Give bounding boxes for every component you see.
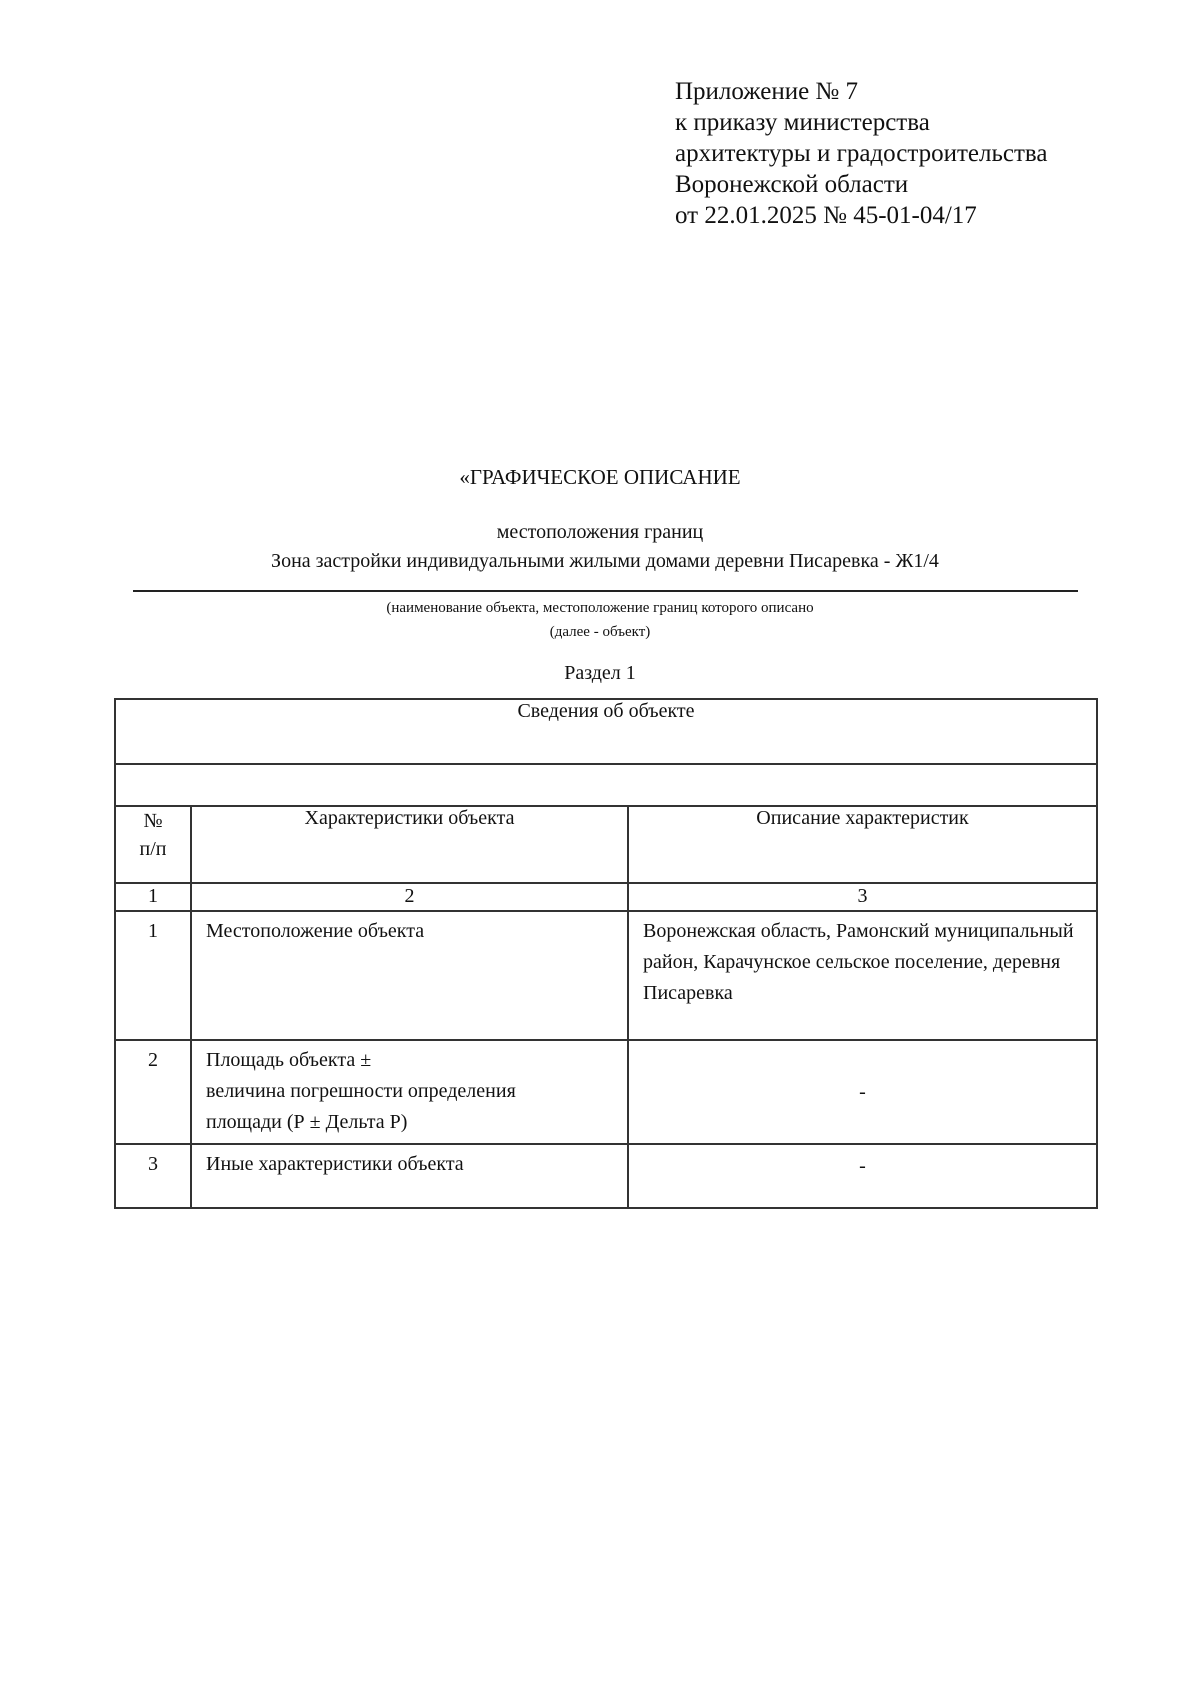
row-characteristic: [191, 1040, 628, 1144]
underline-divider: [133, 590, 1078, 592]
row-description: -: [628, 1144, 1097, 1208]
appendix-line: Воронежской области: [675, 171, 909, 198]
appendix-line: от 22.01.2025 № 45-01-04/17: [675, 202, 977, 229]
object-name: Зона застройки индивидуальными жилыми домами деревни Писаревка - Ж1/4: [271, 550, 939, 572]
column-index: 3: [628, 883, 1097, 911]
object-name-note: [0, 596, 1200, 644]
column-index: 1: [115, 883, 191, 911]
column-header-description: Описание характеристик: [628, 806, 1097, 883]
row-characteristic: Иные характеристики объекта: [191, 1144, 628, 1208]
appendix-line: Приложение № 7: [675, 78, 859, 105]
row-number: 1: [115, 911, 191, 1040]
section-label: Раздел 1: [564, 662, 636, 684]
number-sign: №: [143, 810, 163, 832]
row-description: -: [628, 1040, 1097, 1144]
table-header-row: [115, 699, 1097, 764]
appendix-line: архитектуры и градостроительства: [675, 140, 1048, 167]
table-empty-row: [115, 764, 1097, 806]
table-row: [115, 911, 1097, 1040]
row-characteristic: Местоположение объекта: [191, 911, 628, 1040]
column-header-number: [115, 806, 191, 883]
table-row: [115, 1144, 1097, 1208]
appendix-line: к приказу министерства: [675, 109, 930, 136]
table-row: [115, 1040, 1097, 1144]
table-header: Сведения об объекте: [115, 699, 1097, 764]
characteristic-line: величина погрешности определения: [206, 1080, 516, 1102]
document-subtitle: местоположения границ: [496, 521, 704, 543]
characteristic-line: Площадь объекта ±: [206, 1049, 372, 1071]
column-header-characteristics: Характеристики объекта: [191, 806, 628, 883]
column-header-row: [115, 806, 1097, 883]
characteristic-line: площади (Р ± Дельта Р): [206, 1111, 408, 1133]
note-line: (наименование объекта, местоположение границ которого описано: [386, 600, 814, 616]
empty-cell: [115, 764, 1097, 806]
number-abbr: п/п: [139, 838, 167, 860]
note-line: (далее - объект): [549, 624, 651, 640]
row-number: 3: [115, 1144, 191, 1208]
column-index-row: [115, 883, 1097, 911]
row-number: 2: [115, 1040, 191, 1144]
appendix-block: [675, 76, 1175, 231]
column-index: 2: [191, 883, 628, 911]
object-info-table: [114, 698, 1098, 1209]
document-title: «ГРАФИЧЕСКОЕ ОПИСАНИЕ: [459, 465, 741, 489]
row-description: Воронежская область, Рамонский муниципальный район, Карачунское сельское поселение, деревня Писаревка: [628, 911, 1097, 1040]
